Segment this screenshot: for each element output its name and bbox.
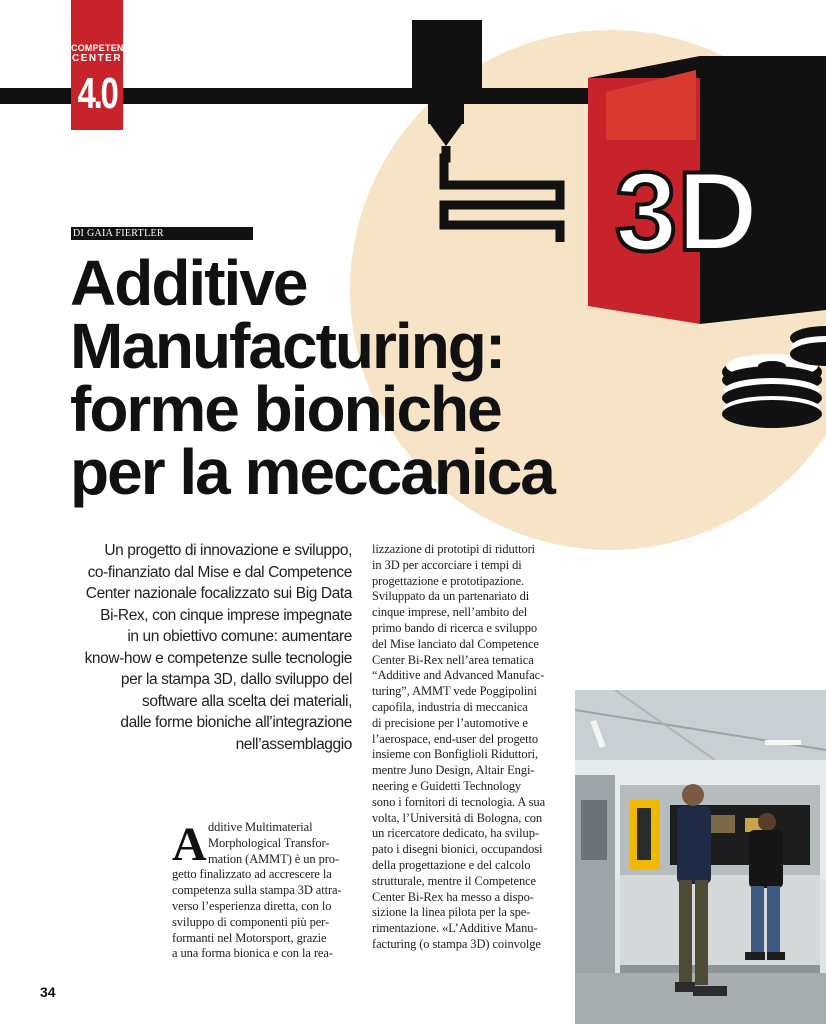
body-line: rimentazione. «L’Additive Manu- bbox=[372, 921, 538, 936]
body-line: l’aerospace, end-user del progetto bbox=[372, 731, 538, 746]
body-line: “Additive and Advanced Manufac- bbox=[372, 668, 545, 683]
body-line: sviluppo di componenti più per- bbox=[172, 914, 330, 929]
page-number: 34 bbox=[40, 984, 56, 1000]
lede-line: in un obiettivo comune: aumentare bbox=[127, 628, 352, 645]
title-line: Manufacturing: bbox=[70, 310, 505, 382]
competence-center-logo bbox=[71, 0, 137, 130]
article-title bbox=[70, 247, 710, 508]
body-line: della progettazione e del calcolo bbox=[372, 857, 531, 872]
body-line: Center Bi-Rex ha messo a dispo- bbox=[372, 889, 534, 904]
body-line: getto finalizzato ad accrescere la bbox=[172, 867, 332, 882]
body-line: volta, l’Università di Bologna, con bbox=[372, 810, 543, 825]
body-line: mentre Juno Design, Altair Engi- bbox=[372, 763, 535, 778]
body-line: sizione la linea pilota per la spe- bbox=[372, 905, 531, 920]
body-column-2 bbox=[372, 542, 562, 953]
body-line: Sviluppato da un partenariato di bbox=[372, 589, 530, 604]
body-line: di precisione per l’automotive e bbox=[372, 715, 528, 730]
body-line: verso l’esperienza diretta, con lo bbox=[172, 898, 332, 913]
title-line: per la meccanica bbox=[70, 436, 554, 508]
body-line: un ricercatore dedicato, ha svilup- bbox=[372, 826, 539, 841]
lede-line: Center nazionale focalizzato sui Big Data bbox=[85, 585, 352, 602]
body-line: a una forma bionica e con la rea- bbox=[172, 946, 333, 961]
logo-line-2: CENTER bbox=[71, 53, 123, 64]
body-line: mation (AMMT) è un pro- bbox=[208, 851, 340, 866]
lede-line: dalle forme bioniche all’integrazione bbox=[120, 714, 352, 731]
factory-photo bbox=[575, 690, 826, 1024]
lede-line: Bi-Rex, con cinque imprese impegnate bbox=[100, 606, 352, 624]
lede-line: know-how e competenze sulle tecnologie bbox=[84, 649, 352, 667]
drop-cap: A bbox=[172, 818, 207, 871]
body-line: sono i fornitori di tecnologia. A sua bbox=[372, 794, 546, 809]
body-line: dditive Multimaterial bbox=[208, 820, 313, 834]
body-line: strutturale, mentre il Competence bbox=[372, 873, 537, 888]
body-line: progettazione e prototipazione. bbox=[372, 573, 525, 588]
lede-line: software alla scelta dei materiali, bbox=[142, 692, 352, 710]
body-line: Center Bi-Rex nell’area tematica bbox=[372, 652, 534, 667]
lede-line: co-finanziato dal Mise e dal Competence bbox=[87, 563, 352, 581]
body-line: facturing (o stampa 3D) coinvolge bbox=[372, 936, 541, 951]
body-column-1 bbox=[172, 820, 352, 962]
lede-line: Un progetto di innovazione e sviluppo, bbox=[104, 542, 352, 559]
title-line: forme bioniche bbox=[70, 373, 501, 445]
body-line: primo bando di ricerca e sviluppo bbox=[372, 620, 538, 635]
logo-line-1: COMPETENCE bbox=[71, 43, 137, 53]
body-line: pato i disegni bionici, occupandosi bbox=[372, 842, 543, 857]
body-line: competenza sulla stampa 3D attra- bbox=[172, 883, 342, 898]
body-line: del Mise lanciato dal Competence bbox=[372, 636, 539, 651]
logo-line-3: 4.0 bbox=[77, 69, 117, 118]
body-line: lizzazione di prototipi di riduttori bbox=[372, 542, 536, 556]
body-line: capofila, industria di meccanica bbox=[372, 699, 528, 714]
title-line: Additive bbox=[70, 247, 307, 319]
filament-spool-icon bbox=[790, 326, 826, 366]
body-line: cinque imprese, nell’ambito del bbox=[372, 605, 528, 620]
lede bbox=[70, 540, 352, 755]
body-line: turing”, AMMT vede Poggipolini bbox=[372, 684, 537, 699]
body-line: formanti nel Motorsport, grazie bbox=[172, 930, 327, 945]
body-line: in 3D per accorciare i tempi di bbox=[372, 557, 522, 572]
byline: DI GAIA FIERTLER bbox=[71, 227, 253, 240]
lede-line: per la stampa 3D, dallo sviluppo del bbox=[120, 671, 352, 688]
3d-label: 3D bbox=[615, 149, 759, 274]
filament-spool-icon bbox=[722, 354, 822, 428]
body-line: Morphological Transfor- bbox=[208, 835, 330, 850]
lede-line: nell’assemblaggio bbox=[235, 735, 352, 753]
body-line: neering e Guidetti Technology bbox=[372, 778, 522, 793]
body-line: insieme con Bonfiglioli Riduttori, bbox=[372, 747, 539, 762]
